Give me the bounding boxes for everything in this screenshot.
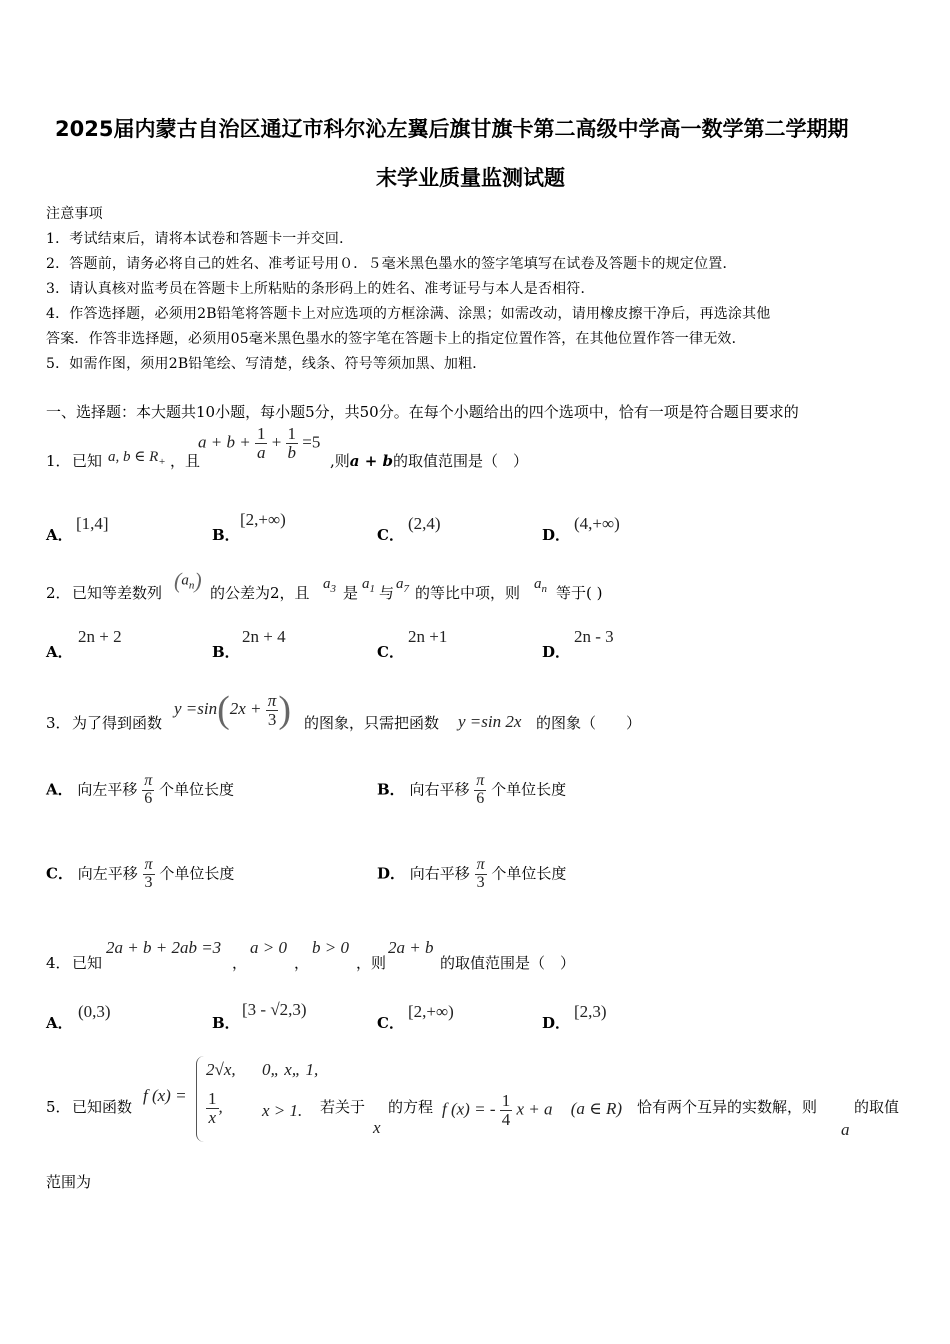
question-5-case-1-condition: 0„ x„ 1, (262, 1060, 319, 1079)
page-title-line2: 末学业质量监测试题 (376, 166, 565, 190)
question-4-separator-1: ， (232, 954, 248, 972)
question-2-an: $a_n$ (534, 576, 547, 595)
question-1-option-b-label: B． (212, 526, 240, 544)
question-5-text-3: 的方程 (388, 1098, 434, 1116)
notice-item-1: 1．考试结束后，请将本试卷和答题卡一并交回． (46, 231, 354, 247)
question-2-number: 2． (46, 584, 71, 602)
question-3-text-1: 为了得到函数 (72, 714, 163, 732)
question-4-condition-3: b > 0 (312, 938, 349, 957)
question-1-option-c-value: (2,4) (408, 514, 441, 533)
question-2-a1: $a_1$ (362, 576, 375, 595)
question-4-text-3: 的取值范围是（ ） (440, 954, 576, 972)
question-1-equation: a + b + $\frac{1}{a}$ + $\frac{1}{b}$ =5 (198, 424, 321, 462)
question-2-option-d-label: D． (542, 643, 571, 661)
question-3-text-2: 的图象，只需把函数 (304, 714, 440, 732)
question-3-option-d: D． 向右平移 $\frac{\pi}{3}$ 个单位长度 (377, 856, 567, 891)
notice-item-4-cont: 答案．作答非选择题，必须用05毫米黑色墨水的签字笔在答题卡上的指定位置作答，在其他位置作答一律无效． (46, 331, 746, 347)
page-title-line1: 2025届内蒙古自治区通辽市科尔沁左翼后旗甘旗卡第二高级中学高一数学第二学期期 (55, 117, 849, 141)
question-3-number: 3． (46, 714, 71, 732)
question-4-condition-1: 2a + b + 2ab =3 (106, 938, 222, 957)
question-5-case-2-expression: $\frac{1}{x}$ , (208, 1089, 223, 1127)
question-5-variable-x: x (373, 1118, 381, 1137)
question-4-option-c-value: [2,+∞) (408, 1002, 454, 1021)
question-5-function-name: f (x) = (143, 1086, 187, 1105)
question-1-condition: a, b ∈ $R_+$ (108, 449, 166, 468)
question-2-option-c-label: C． (377, 643, 404, 661)
notice-item-3: 3．请认真核对监考员在答题卡上所粘贴的条形码上的姓名、准考证号与本人是否相符． (46, 281, 595, 297)
question-5-text-5: 的取值 (854, 1098, 900, 1116)
question-2-option-d-value: 2n - 3 (574, 627, 614, 646)
question-4-text-2: ，则 (356, 954, 387, 972)
question-3-text-3: 的图象（ ） (536, 714, 642, 732)
notice-item-2: 2．答题前，请务必将自己的姓名、准考证号用０．５毫米黑色墨水的签字笔填写在试卷及答题卡的规定位置． (46, 256, 737, 272)
question-4-expression: 2a + b (388, 938, 434, 957)
question-5-equation: f (x) = - $\frac{1}{4}$ x + a (a ∈ R) (442, 1091, 623, 1129)
question-4-text-1: 已知 (72, 954, 103, 972)
question-2-text-6: 等于( ) (556, 584, 603, 602)
question-5-case-2-condition: x > 1. (262, 1101, 303, 1120)
question-5-text-1: 已知函数 (72, 1098, 133, 1116)
question-1-option-b-value: [2,+∞) (240, 510, 286, 529)
section-heading: 一、选择题：本大题共10小题，每小题5分，共50分。在每个小题给出的四个选项中，恰有一项是符合题目要求的 (46, 403, 799, 421)
question-4-option-c-label: C． (377, 1014, 404, 1032)
notice-item-4: 4．作答选择题，必须用2B铅笔将答题卡上对应选项的方框涂满、涂黑；如需改动，请用橡皮擦干净后，再选涂其他 (46, 306, 771, 322)
question-2-sequence: $(a_n)$ (174, 568, 202, 593)
question-4-option-d-label: D． (542, 1014, 571, 1032)
question-5-case-1-expression: 2√x, (206, 1060, 236, 1079)
question-3-option-a: A． 向左平移 $\frac{\pi}{6}$ 个单位长度 (46, 772, 235, 807)
question-5-text-6: 范围为 (46, 1173, 92, 1191)
question-2-option-c-value: 2n +1 (408, 627, 448, 646)
question-5-text-4: 恰有两个互异的实数解，则 (637, 1098, 818, 1116)
notice-heading: 注意事项 (46, 206, 103, 222)
question-3-function-2: y =sin 2x (458, 712, 522, 731)
question-1-option-c-label: C． (377, 526, 404, 544)
question-5-number: 5． (46, 1098, 71, 1116)
question-3-option-c: C． 向左平移 $\frac{\pi}{3}$ 个单位长度 (46, 856, 235, 891)
question-4-number: 4． (46, 954, 71, 972)
question-4-option-b-label: B． (212, 1014, 240, 1032)
question-4-option-a-value: (0,3) (78, 1002, 111, 1021)
question-2-a7: $a_7$ (396, 576, 409, 595)
question-2-text-2: 的公差为2，且 (210, 584, 310, 602)
question-1-number: 1． (46, 452, 71, 470)
question-2-option-a-value: 2n + 2 (78, 627, 122, 646)
question-1-option-d-value: (4,+∞) (574, 514, 620, 533)
question-1-option-a-label: A． (46, 526, 73, 544)
question-1-text-3: ,则a + b的取值范围是（ ） (330, 452, 529, 470)
question-4-option-d-value: [2,3) (574, 1002, 607, 1021)
question-2-text-1: 已知等差数列 (72, 584, 163, 602)
question-2-text-5: 的等比中项，则 (415, 584, 521, 602)
question-4-separator-2: ， (294, 954, 310, 972)
question-2-option-a-label: A． (46, 643, 73, 661)
question-2-option-b-label: B． (212, 643, 240, 661)
question-1-option-d-label: D． (542, 526, 571, 544)
question-1-text-2: ，且 (170, 452, 201, 470)
question-1-option-a-value: [1,4] (76, 514, 109, 533)
question-3-function-1: y =sin(2x + $\frac{\pi}{3}$ ) (174, 689, 291, 731)
question-2-text-4: 与 (379, 584, 395, 602)
question-4-condition-2: a > 0 (250, 938, 287, 957)
question-1-text-1: 已知 (72, 452, 103, 470)
question-5-text-2: 若关于 (320, 1098, 366, 1116)
question-5-variable-a: a (841, 1120, 850, 1139)
question-4-option-b-value: [3 - √2,3) (242, 1000, 307, 1019)
question-2-text-3: 是 (343, 584, 359, 602)
question-3-option-b: B． 向右平移 $\frac{\pi}{6}$ 个单位长度 (377, 772, 567, 807)
question-2-option-b-value: 2n + 4 (242, 627, 286, 646)
question-4-option-a-label: A． (46, 1014, 73, 1032)
question-2-a3: $a_3$ (323, 576, 336, 595)
notice-item-5: 5．如需作图，须用2B铅笔绘、写清楚，线条、符号等须加黑、加粗． (46, 356, 487, 372)
